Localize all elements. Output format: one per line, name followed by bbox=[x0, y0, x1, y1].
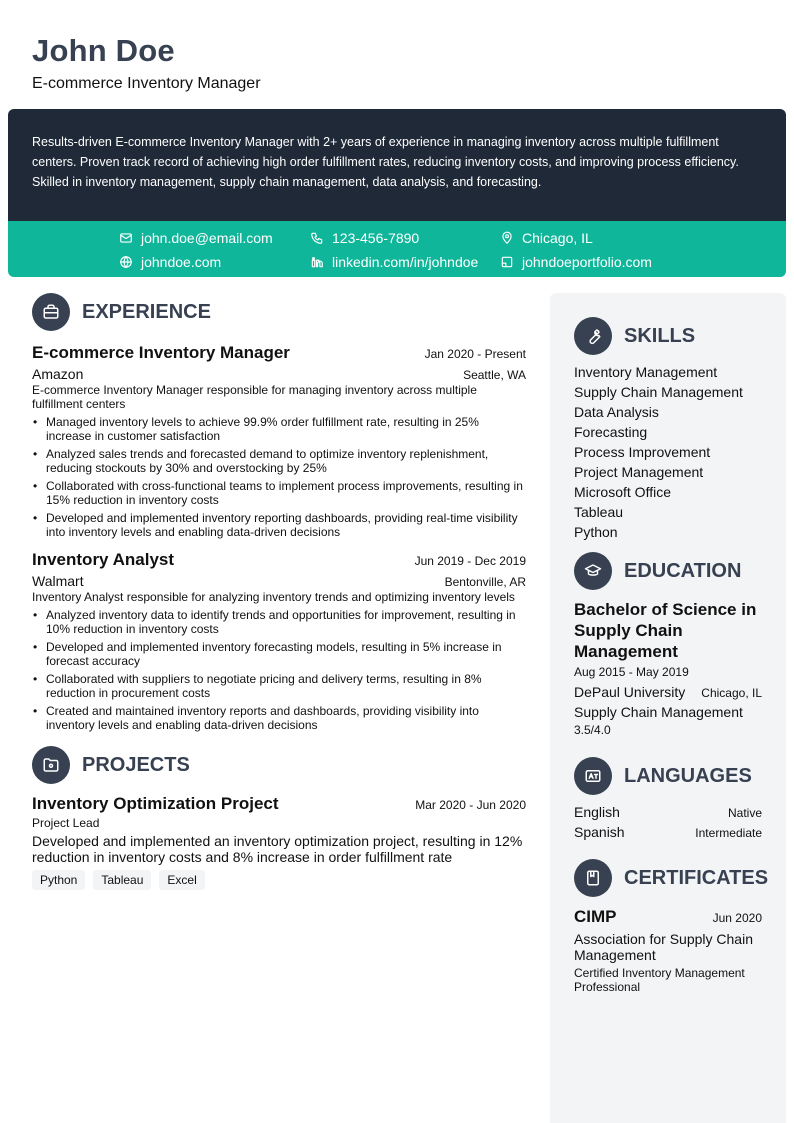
education-title: EDUCATION bbox=[624, 559, 742, 582]
skills-section-header bbox=[574, 317, 762, 355]
skill-item: Project Management bbox=[574, 464, 704, 480]
sidebar-column bbox=[574, 317, 769, 994]
projects-section-header bbox=[32, 746, 526, 784]
globe-icon bbox=[119, 255, 133, 269]
gpa: 3.5/4.0 bbox=[574, 723, 611, 737]
list-item: • Managed inventory levels to achieve 99.9% order fulfillment rate, resulting in 25% increase in customer satisfaction bbox=[32, 415, 526, 443]
contact-linkedin[interactable] bbox=[310, 253, 478, 271]
job-title: Inventory Analyst bbox=[32, 550, 175, 569]
phone-text: 123-456-7890 bbox=[332, 230, 420, 246]
list-item: • Collaborated with suppliers to negotiate pricing and delivery terms, resulting in 8% reduction in procurement costs bbox=[32, 672, 526, 700]
experience-entry bbox=[32, 343, 526, 539]
mail-icon bbox=[119, 231, 133, 245]
job-title: E-commerce Inventory Manager bbox=[32, 343, 290, 362]
project-role: Project Lead bbox=[32, 816, 100, 830]
tag: Excel bbox=[159, 870, 204, 890]
job-description: E-commerce Inventory Manager responsible for managing inventory across multiple fulfillment centers bbox=[32, 383, 477, 411]
list-item: • Analyzed inventory data to identify trends and opportunities for improvement, resulting in 10% reduction in inventory costs bbox=[32, 608, 526, 636]
job-description: Inventory Analyst responsible for analyzing inventory trends and optimizing inventory levels bbox=[32, 590, 515, 604]
list-item: • Collaborated with cross-functional teams to implement process improvements, resulting in 15% reduction in inventory costs bbox=[32, 479, 526, 507]
language-level: Intermediate bbox=[695, 826, 762, 840]
job-bullets bbox=[32, 415, 526, 539]
skills-list bbox=[574, 362, 762, 542]
graduation-cap-icon bbox=[574, 552, 612, 590]
language-level: Native bbox=[727, 806, 762, 820]
field-of-study: Supply Chain Management bbox=[574, 704, 743, 720]
languages-title: LANGUAGES bbox=[624, 764, 752, 787]
languages-list bbox=[574, 802, 762, 842]
project-entry bbox=[32, 794, 526, 890]
skill-item: Inventory Management bbox=[574, 364, 718, 380]
experience-title: EXPERIENCE bbox=[82, 300, 211, 323]
education-section-header bbox=[574, 552, 762, 590]
job-location: Bentonville, AR bbox=[444, 575, 526, 589]
job-dates: Jan 2020 - Present bbox=[424, 347, 526, 361]
skill-item: Process Improvement bbox=[574, 444, 711, 460]
wrench-icon bbox=[574, 317, 612, 355]
project-title: Inventory Optimization Project bbox=[32, 794, 279, 813]
email-text: john.doe@email.com bbox=[141, 230, 273, 246]
education-entry bbox=[574, 599, 762, 738]
degree: Bachelor of Science in Supply Chain Management bbox=[574, 600, 757, 661]
language-row bbox=[574, 802, 762, 822]
candidate-name: John Doe bbox=[32, 33, 175, 68]
translate-icon bbox=[574, 757, 612, 795]
certificates-title: CERTIFICATES bbox=[624, 866, 769, 889]
contact-bar bbox=[8, 221, 786, 277]
location-pin-icon bbox=[500, 231, 514, 245]
company-name: Walmart bbox=[32, 573, 84, 589]
job-location: Seattle, WA bbox=[463, 368, 526, 382]
phone-icon bbox=[310, 231, 324, 245]
certificate-full-name: Certified Inventory Management Professional bbox=[574, 966, 745, 994]
project-dates: Mar 2020 - Jun 2020 bbox=[415, 798, 526, 812]
list-item: • Developed and implemented inventory reporting dashboards, providing real-time visibility into inventory levels and enabling data-driven decisions bbox=[32, 511, 526, 539]
school-location: Chicago, IL bbox=[701, 686, 762, 700]
list-item: • Developed and implemented inventory forecasting models, resulting in 5% increase in forecast accuracy bbox=[32, 640, 526, 668]
school-name: DePaul University bbox=[574, 684, 686, 700]
contact-website[interactable] bbox=[119, 253, 221, 271]
contact-phone[interactable] bbox=[310, 229, 419, 247]
summary-text: Results-driven E-commerce Inventory Manager with 2+ years of experience in managing inventory across multiple fulfillment centers. Proven track record of achieving high order fulfillment rates, reducing inventory costs, and improving process efficiency. Skilled in inventory management, supply chain management, data analysis, and forecasting. bbox=[32, 135, 739, 189]
candidate-title: E-commerce Inventory Manager bbox=[32, 75, 261, 92]
skill-item: Supply Chain Management bbox=[574, 384, 743, 400]
certificate-name: CIMP bbox=[574, 907, 617, 926]
job-bullets bbox=[32, 608, 526, 732]
list-item: • Analyzed sales trends and forecasted demand to optimize inventory replenishment, reducing stockouts by 30% and overstocking by 25% bbox=[32, 447, 526, 475]
education-dates: Aug 2015 - May 2019 bbox=[574, 665, 689, 679]
contact-email[interactable] bbox=[119, 229, 273, 247]
location-text: Chicago, IL bbox=[522, 230, 593, 246]
skill-item: Data Analysis bbox=[574, 404, 659, 420]
tag: Tableau bbox=[93, 870, 151, 890]
briefcase-icon bbox=[32, 293, 70, 331]
project-description: Developed and implemented an inventory optimization project, resulting in 12% reduction in inventory costs and 8% increase in order fulfillment rate bbox=[32, 833, 523, 865]
contact-portfolio[interactable] bbox=[500, 253, 652, 271]
skill-item: Forecasting bbox=[574, 424, 648, 440]
languages-section-header bbox=[574, 757, 762, 795]
certificate-date: Jun 2020 bbox=[712, 911, 762, 925]
linkedin-text: linkedin.com/in/johndoe bbox=[332, 254, 479, 270]
folder-icon bbox=[32, 746, 70, 784]
experience-section-header bbox=[32, 293, 526, 331]
summary-panel bbox=[8, 109, 786, 221]
language-name: English bbox=[574, 804, 620, 820]
portfolio-text: johndoeportfolio.com bbox=[522, 254, 652, 270]
skill-item: Microsoft Office bbox=[574, 484, 671, 500]
skill-item: Tableau bbox=[574, 504, 624, 520]
company-name: Amazon bbox=[32, 366, 84, 382]
language-name: Spanish bbox=[574, 824, 625, 840]
skill-item: Python bbox=[574, 524, 618, 540]
contact-location bbox=[500, 229, 593, 247]
resume-header bbox=[32, 34, 261, 93]
main-column bbox=[32, 293, 526, 890]
certificate-issuer: Association for Supply Chain Management bbox=[574, 931, 753, 963]
tag: Python bbox=[32, 870, 85, 890]
project-tags bbox=[32, 870, 526, 890]
linkedin-icon bbox=[310, 255, 324, 269]
job-dates: Jun 2019 - Dec 2019 bbox=[414, 554, 526, 568]
certificate-entry bbox=[574, 907, 762, 994]
portfolio-icon bbox=[500, 255, 514, 269]
book-icon bbox=[574, 859, 612, 897]
experience-entry bbox=[32, 550, 526, 732]
language-row bbox=[574, 822, 762, 842]
list-item: • Created and maintained inventory reports and dashboards, providing visibility into inventory levels and enabling data-driven decisions bbox=[32, 704, 526, 732]
projects-title: PROJECTS bbox=[82, 753, 190, 776]
skills-title: SKILLS bbox=[624, 324, 696, 347]
website-text: johndoe.com bbox=[141, 254, 222, 270]
certificates-section-header bbox=[574, 859, 769, 897]
